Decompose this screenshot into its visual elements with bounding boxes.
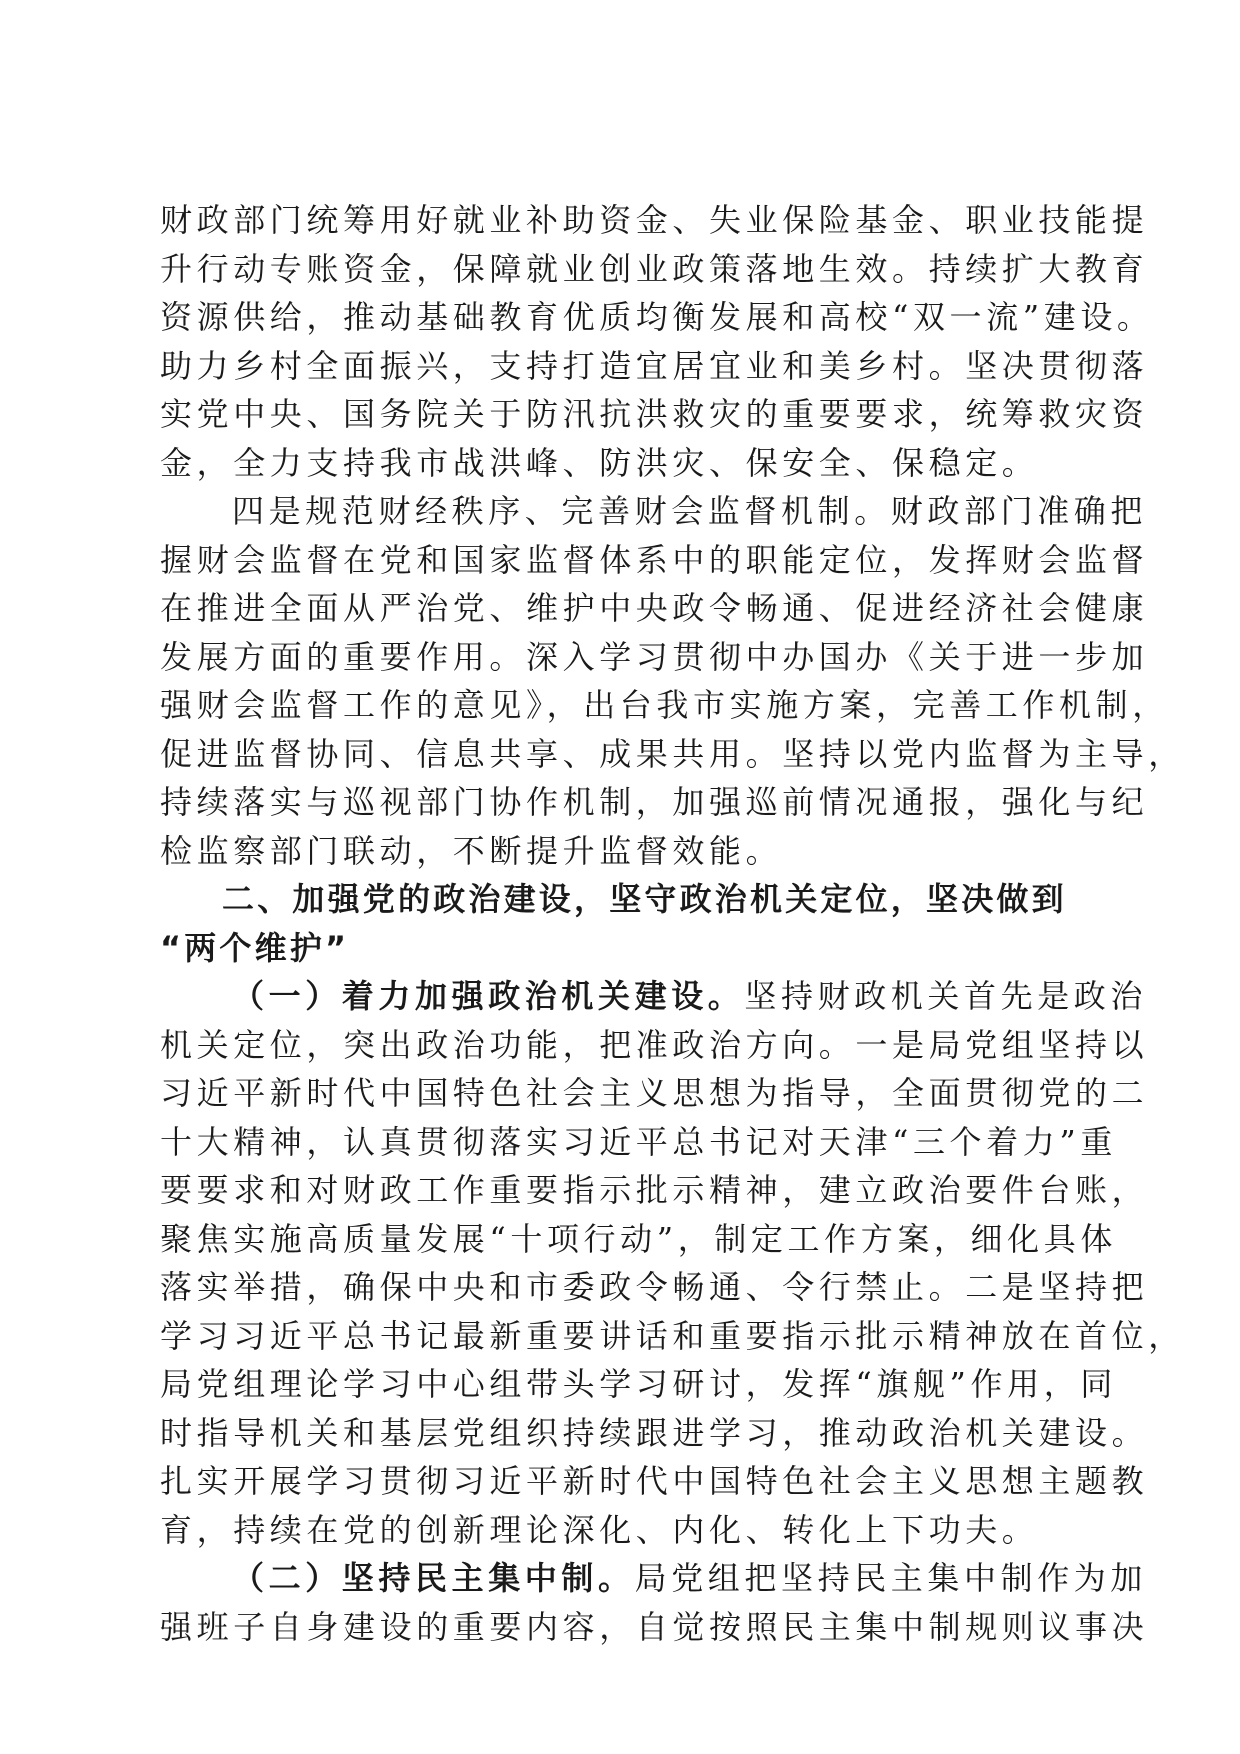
text-line: 发展方面的重要作用。深入学习贯彻中办国办《关于进一步加: [160, 637, 1149, 676]
text-line: 强财会监督工作的意见》，出台我市实施方案，完善工作机制，: [160, 686, 1169, 724]
text-line: 落实举措，确保中央和市委政令畅通、令行禁止。二是坚持把: [160, 1268, 1149, 1306]
subsection-title: （一）着力加强政治机关建设。: [232, 977, 745, 1015]
text-line: 习近平新时代中国特色社会主义思想为指导，全面贯彻党的二: [160, 1074, 1149, 1112]
text-line: 金，全力支持我市战洪峰、防洪灾、保安全、保稳定。: [160, 443, 1039, 482]
section-heading-line: “两个维护”: [160, 928, 350, 967]
text-line: 要要求和对财政工作重要指示批示精神，建立政治要件台账，: [160, 1171, 1149, 1209]
paragraph-political-organ: [160, 972, 1185, 1554]
section-heading-line: 二、加强党的政治建设，坚守政治机关定位，坚决做到: [222, 880, 1067, 918]
paragraph-financial-supervision: [160, 487, 1185, 875]
text-line: 资源供给，推动基础教育优质均衡发展和高校“双一流”建设。: [160, 298, 1154, 336]
text-line: 强班子自身建设的重要内容，自觉按照民主集中制规则议事决: [160, 1607, 1149, 1646]
text-line: 四是规范财经秩序、完善财会监督机制。财政部门准确把: [232, 492, 1148, 530]
text-line: 助力乡村全面振兴，支持打造宜居宜业和美乡村。坚决贯彻落: [160, 346, 1149, 385]
text-line: 学习习近平总书记最新重要讲话和重要指示批示精神放在首位，: [160, 1316, 1185, 1355]
text-line: 检监察部门联动，不断提升监督效能。: [160, 831, 783, 870]
text-line: 财政部门统筹用好就业补助资金、失业保险基金、职业技能提: [160, 201, 1149, 239]
paragraph-democratic-centralism: [160, 1554, 1149, 1651]
text-line: 机关定位，突出政治功能，把准政治方向。一是局党组坚持以: [160, 1025, 1149, 1064]
document-page: [160, 196, 1185, 1651]
text-line: 实党中央、国务院关于防汛抗洪救灾的重要要求，统筹救灾资: [160, 395, 1149, 433]
text-line: 升行动专账资金，保障就业创业政策落地生效。持续扩大教育: [160, 249, 1149, 288]
text-line: 促进监督协同、信息共享、成果共用。坚持以党内监督为主导，: [160, 734, 1185, 773]
text-line: [160, 1554, 1148, 1603]
text-line: 育，持续在党的创新理论深化、内化、转化上下功夫。: [160, 1510, 1039, 1549]
text-line: 聚焦实施高质量发展“十项行动”，制定工作方案，细化具体: [160, 1219, 1117, 1258]
text-line: 时指导机关和基层党组织持续跟进学习，推动政治机关建设。: [160, 1413, 1149, 1452]
paragraph-employment-education: [160, 196, 1154, 487]
text-line: [160, 972, 1148, 1021]
text-line: 握财会监督在党和国家监督体系中的职能定位，发挥财会监督: [160, 540, 1149, 579]
text-fragment: 坚持财政机关首先是政治: [744, 977, 1148, 1015]
text-line: 扎实开展学习贯彻习近平新时代中国特色社会主义思想主题教: [160, 1462, 1149, 1500]
text-line: 持续落实与巡视部门协作机制，加强巡前情况通报，强化与纪: [160, 783, 1149, 821]
text-line: 十大精神，认真贯彻落实习近平总书记对天津“三个着力”重: [160, 1122, 1117, 1161]
text-fragment: 局党组把坚持民主集中制作为加: [634, 1559, 1148, 1597]
text-line: 在推进全面从严治党、维护中央政令畅通、促进经济社会健康: [160, 589, 1149, 627]
subsection-title: （二）坚持民主集中制。: [232, 1559, 635, 1597]
text-line: 局党组理论学习中心组带头学习研讨，发挥“旗舰”作用，同: [160, 1365, 1117, 1403]
section-heading: [160, 875, 1090, 972]
